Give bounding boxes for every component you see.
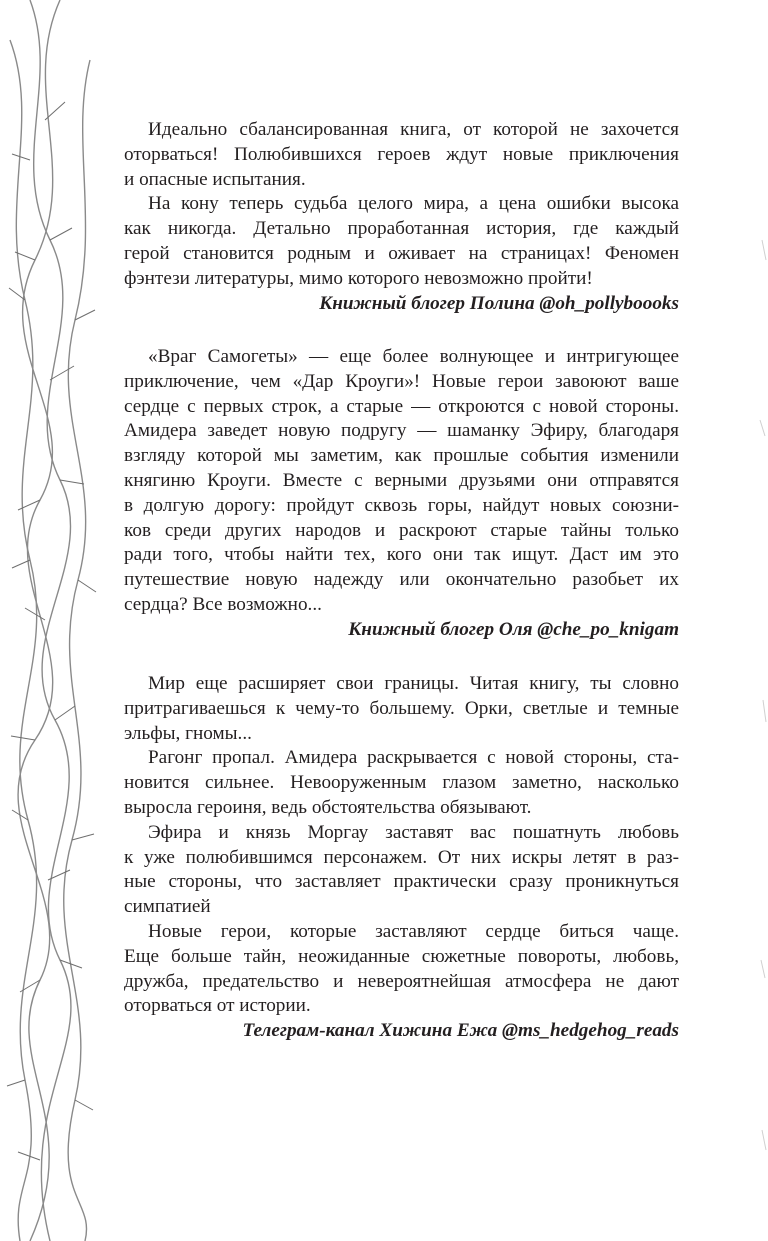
text-line: ные стороны, что заставляет практически сразу проникнуться xyxy=(124,871,679,893)
text-line: сердца? Все возможно... xyxy=(124,593,322,615)
text-line: Рагонг пропал. Амидера раскрывается с новой стороны, ста- xyxy=(148,747,679,769)
text-line: притрагиваешься к чему-то большему. Орки, светлые и темные xyxy=(124,697,679,719)
text-line: ради того, чтобы найти тех, кого они так ищут. Даст им это xyxy=(124,544,679,566)
text-line: приключение, чем «Дар Кроуги»! Новые герои завоюют ваше xyxy=(124,370,679,392)
text-line: новится сильнее. Невооруженным глазом заметно, насколько xyxy=(124,772,679,794)
text-line: оторваться от истории. xyxy=(124,995,311,1017)
review-author: Книжный блогер Полина @oh_pollyboooks xyxy=(319,292,679,314)
text-line: сердце с первых строк, а старые — откроются с новой стороны. xyxy=(124,395,679,417)
text-line: выросла героиня, ведь обстоятельства обязывают. xyxy=(124,796,532,818)
review-hedgehog xyxy=(124,672,679,1044)
text-line: ков среди других народов и раскроют старые тайны только xyxy=(124,519,679,541)
text-line: оторваться! Полюбившихся героев ждут новые приключения xyxy=(124,143,679,165)
edge-decoration xyxy=(748,0,768,1241)
thorn-vine-decoration xyxy=(0,0,130,1241)
text-line: фэнтези литературы, мимо которого невозможно пройти! xyxy=(124,267,593,289)
text-line: княгиню Кроуги. Вместе с верными друзьями они отправятся xyxy=(124,469,679,491)
text-line: Амидера заведет новую подругу — шаманку Эфиру, благодаря xyxy=(124,420,679,442)
text-line: в долгую дорогу: пройдут сквозь горы, найдут новых союзни- xyxy=(124,494,679,516)
text-line: дружба, предательство и невероятнейшая атмосфера не дают xyxy=(124,970,679,992)
text-line: Еще больше тайн, неожиданные сюжетные повороты, любовь, xyxy=(124,945,679,967)
text-line: путешествие новую надежду или окончательно разобьет их xyxy=(124,569,679,591)
text-line: Новые герои, которые заставляют сердце биться чаще. xyxy=(148,920,679,942)
text-line: Эфира и князь Моргау заставят вас пошатнуть любовь xyxy=(148,821,679,843)
text-line: Идеально сбалансированная книга, от которой не захочется xyxy=(148,119,679,140)
text-line: «Враг Самогеты» — еще более волнующее и интригующее xyxy=(148,346,679,367)
text-line: эльфы, гномы... xyxy=(124,722,252,744)
text-line: и опасные испытания. xyxy=(124,168,306,190)
review-olya xyxy=(124,345,679,643)
text-line: герой становится родным и оживает на страницах! Феномен xyxy=(124,242,679,264)
review-author: Книжный блогер Оля @che_po_knigam xyxy=(348,618,679,640)
text-line: На кону теперь судьба целого мира, а цена ошибки высока xyxy=(148,193,679,215)
text-line: симпатией xyxy=(124,896,211,918)
text-line: как никогда. Детально проработанная история, где каждый xyxy=(124,218,679,240)
text-line: взгляду которой мы заметим, как прошлые события изменили xyxy=(124,445,679,467)
review-author: Телеграм-канал Хижина Ежа @ms_hedgehog_reads xyxy=(242,1020,679,1042)
text-line: Мир еще расширяет свои границы. Читая книгу, ты словно xyxy=(148,673,679,694)
review-polina xyxy=(124,118,679,316)
text-line: к уже полюбившимся персонажем. От них искры летят в раз- xyxy=(124,846,679,868)
